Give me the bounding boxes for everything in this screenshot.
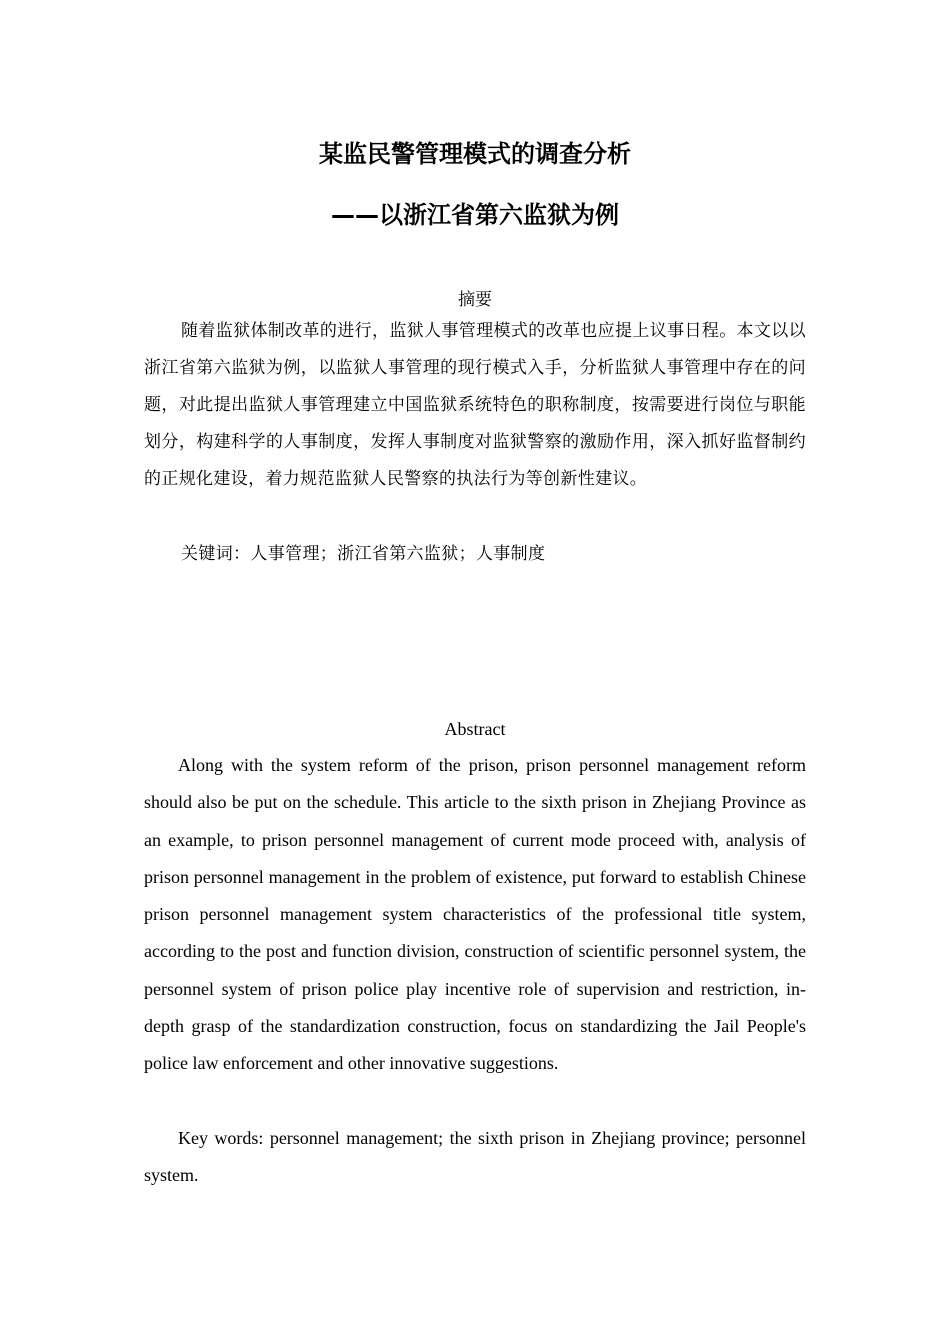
paper-subtitle: ——以浙江省第六监狱为例: [331, 201, 619, 229]
abstract-en-heading: Abstract: [444, 719, 506, 739]
paper-title: 某监民警管理模式的调查分析: [319, 140, 631, 168]
abstract-en-body: Along with the system reform of the prison, prison personnel management reform should also be put on the schedule. This article to the sixth prison in Zhejiang Province as an example, to prison personnel management of current mode proceed with, analysis of prison personnel management in the problem of existence, put forward to establish Chinese prison personnel management system characteristics of the professional title system, according to the post and function division, construction of scientific personnel system, the personnel system of prison police play incentive role of supervision and restriction, in-depth grasp of the standardization construction, focus on standardizing the Jail People's police law enforcement and other innovative suggestions.: [144, 755, 806, 1074]
keywords-cn: 关键词：人事管理；浙江省第六监狱；人事制度: [181, 544, 546, 564]
abstract-cn-body: 随着监狱体制改革的进行，监狱人事管理模式的改革也应提上议事日程。本文以以浙江省第六监狱为例，以监狱人事管理的现行模式入手，分析监狱人事管理中存在的问题，对此提出监狱人事管理建立中国监狱系统特色的职称制度，按需要进行岗位与职能划分，构建科学的人事制度，发挥人事制度对监狱警察的激励作用，深入抓好监督制约的正规化建设，着力规范监狱人民警察的执法行为等创新性建议。: [144, 321, 806, 489]
keywords-en: Key words: personnel management; the sixth prison in Zhejiang province; personnel system.: [144, 1128, 806, 1186]
abstract-cn-heading: 摘要: [458, 290, 492, 310]
